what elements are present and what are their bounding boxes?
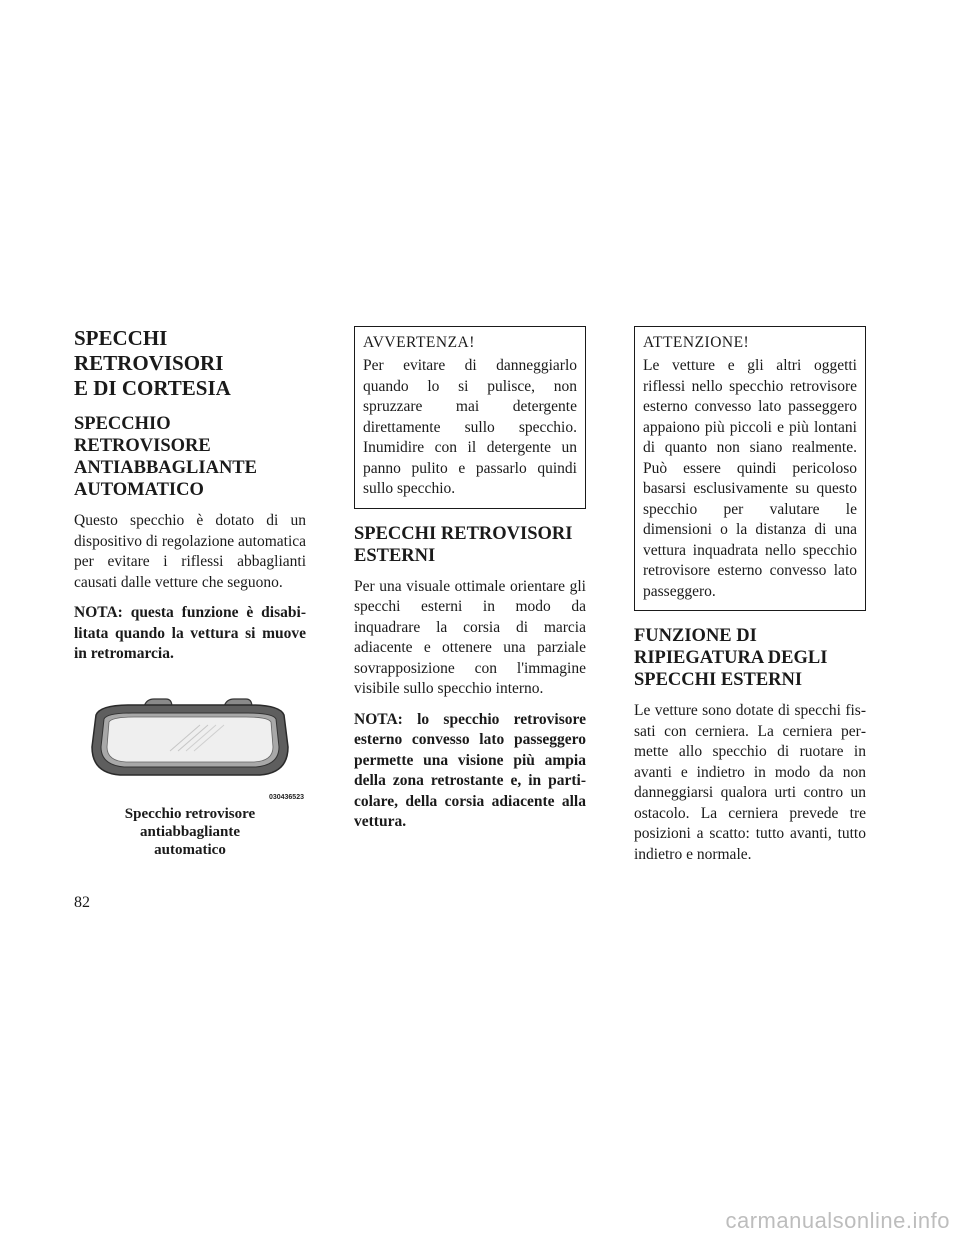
note-reverse-disabled: NOTA: questa funzione è disabilitata quando la vettura si muove in retromarcia. <box>74 604 306 662</box>
warning-title: AVVERTENZA! <box>363 334 475 351</box>
warning-box <box>354 326 586 509</box>
figure-code: 030436523 <box>268 793 304 801</box>
rearview-mirror-figure <box>74 693 306 801</box>
subsection-title-outside-mirrors: SPECCHI RETROVISORI ESTERNI <box>354 523 573 566</box>
column-middle <box>354 326 586 843</box>
page-number: 82 <box>74 894 90 911</box>
caution-text: Le vetture e gli altri oggetti riflessi nello specchio retrovisore esterno convesso lato passeggero appaiono più piccoli e più lontani di quanto non siano realmente. Può essere quindi pericoloso basarsi esclusivamente su questo specchio per valutare le dimensioni o la distanza di una vettura inquadrata nello specchio retrovisore esterno convesso lato passeggero. <box>643 357 857 600</box>
paragraph-auto-dimming: Questo specchio è dotato di un dispositivo di regolazione automatica per evitare i riflessi abbaglianti causati dalle vetture che seguono. <box>74 512 307 591</box>
column-right <box>634 326 866 875</box>
column-left <box>74 326 306 859</box>
caution-title: ATTENZIONE! <box>643 334 750 351</box>
warning-text: Per evitare di danneggiarlo quando lo si pulisce, non spruzzare mai detergente direttamente sullo specchio. Inumidire con il detergente un panno pulito e passarlo quindi sullo specchio. <box>363 357 577 497</box>
paragraph-outside-mirrors: Per una visuale ottimale orientare gli specchi esterni in modo da inquadrare la corsia di marcia adiacente e ottenere una parziale sovrapposizione con l'immagine visibile sullo specchio interno. <box>354 577 586 697</box>
figure-caption: Specchio retrovisore antiabbagliante automatico <box>124 805 256 858</box>
paragraph-folding-mirrors: Le vetture sono dotate di specchi fissati con cerniera. La cerniera permette allo specchio di ruotare in avanti e indietro in modo da non danneggiarsi qualora urti contro un ostacolo. La cerniera prevede tre posizioni a scatto: tutto avanti, tutto indietro e normale. <box>634 702 866 863</box>
section-title: SPECCHI RETROVISORI E DI CORTESIA <box>74 326 231 400</box>
note-convex-mirror: NOTA: lo specchio retrovisore esterno convesso lato passeggero permette una visione più ampia della zona retrostante e, in particolare, della corsia adiacente alla vettura. <box>354 710 586 830</box>
watermark: carmanualsonline.info <box>725 1208 950 1233</box>
rearview-mirror-illustration <box>74 693 306 793</box>
subsection-title-folding-mirrors: FUNZIONE DI RIPIEGATURA DEGLI SPECCHI ESTERNI <box>634 626 828 690</box>
subsection-title-auto-dimming-mirror: SPECCHIO RETROVISORE ANTIABBAGLIANTE AUTOMATICO <box>74 414 257 500</box>
caution-box <box>634 326 866 611</box>
